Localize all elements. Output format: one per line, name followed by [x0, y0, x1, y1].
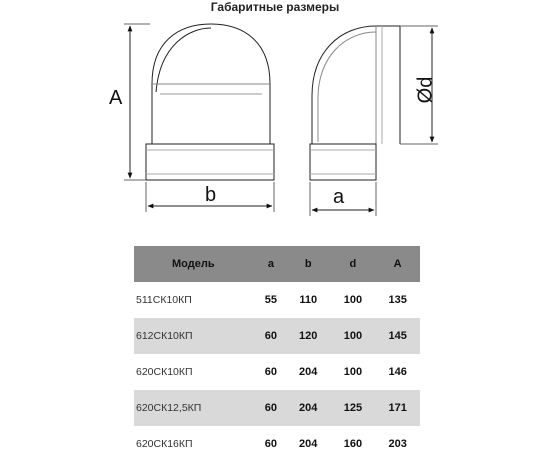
header-A: A — [375, 246, 420, 282]
cell-b: 204 — [286, 390, 331, 426]
dimension-label-d: Ød — [414, 76, 437, 104]
cell-model: 620СК10КП — [134, 354, 256, 390]
dimension-label-b: b — [205, 184, 217, 206]
cell-b: 204 — [286, 354, 331, 390]
cell-a: 60 — [256, 426, 286, 462]
cell-model: 620СК16КП — [134, 426, 256, 462]
cell-A: 203 — [375, 426, 420, 462]
cell-a: 60 — [256, 318, 286, 354]
table-row — [134, 282, 420, 318]
cell-model: 612СК10КП — [134, 318, 256, 354]
table-row — [134, 426, 420, 462]
cell-d: 125 — [331, 390, 376, 426]
header-a: a — [256, 246, 286, 282]
cell-d: 100 — [331, 354, 376, 390]
dimension-drawing — [0, 14, 550, 226]
cell-a: 55 — [256, 282, 286, 318]
cell-d: 160 — [331, 426, 376, 462]
page-title: Габаритные размеры — [210, 0, 340, 14]
table-row — [134, 354, 420, 390]
dimension-label-a: a — [333, 186, 345, 208]
cell-model: 511СК10КП — [134, 282, 256, 318]
dimensions-table — [134, 246, 420, 462]
header-b: b — [286, 246, 331, 282]
table-header-row — [134, 246, 420, 282]
dimension-label-A: A — [109, 87, 123, 109]
cell-d: 100 — [331, 318, 376, 354]
header-d: d — [331, 246, 376, 282]
cell-A: 171 — [375, 390, 420, 426]
cell-b: 120 — [286, 318, 331, 354]
cell-model: 620СК12,5КП — [134, 390, 256, 426]
table-row — [134, 318, 420, 354]
cell-b: 110 — [286, 282, 331, 318]
header-model: Модель — [134, 246, 256, 282]
cell-a: 60 — [256, 354, 286, 390]
cell-d: 100 — [331, 282, 376, 318]
cell-a: 60 — [256, 390, 286, 426]
side-view — [310, 26, 400, 180]
cell-A: 145 — [375, 318, 420, 354]
cell-A: 146 — [375, 354, 420, 390]
table-row — [134, 390, 420, 426]
cell-b: 204 — [286, 426, 331, 462]
front-view — [146, 24, 274, 180]
cell-A: 135 — [375, 282, 420, 318]
